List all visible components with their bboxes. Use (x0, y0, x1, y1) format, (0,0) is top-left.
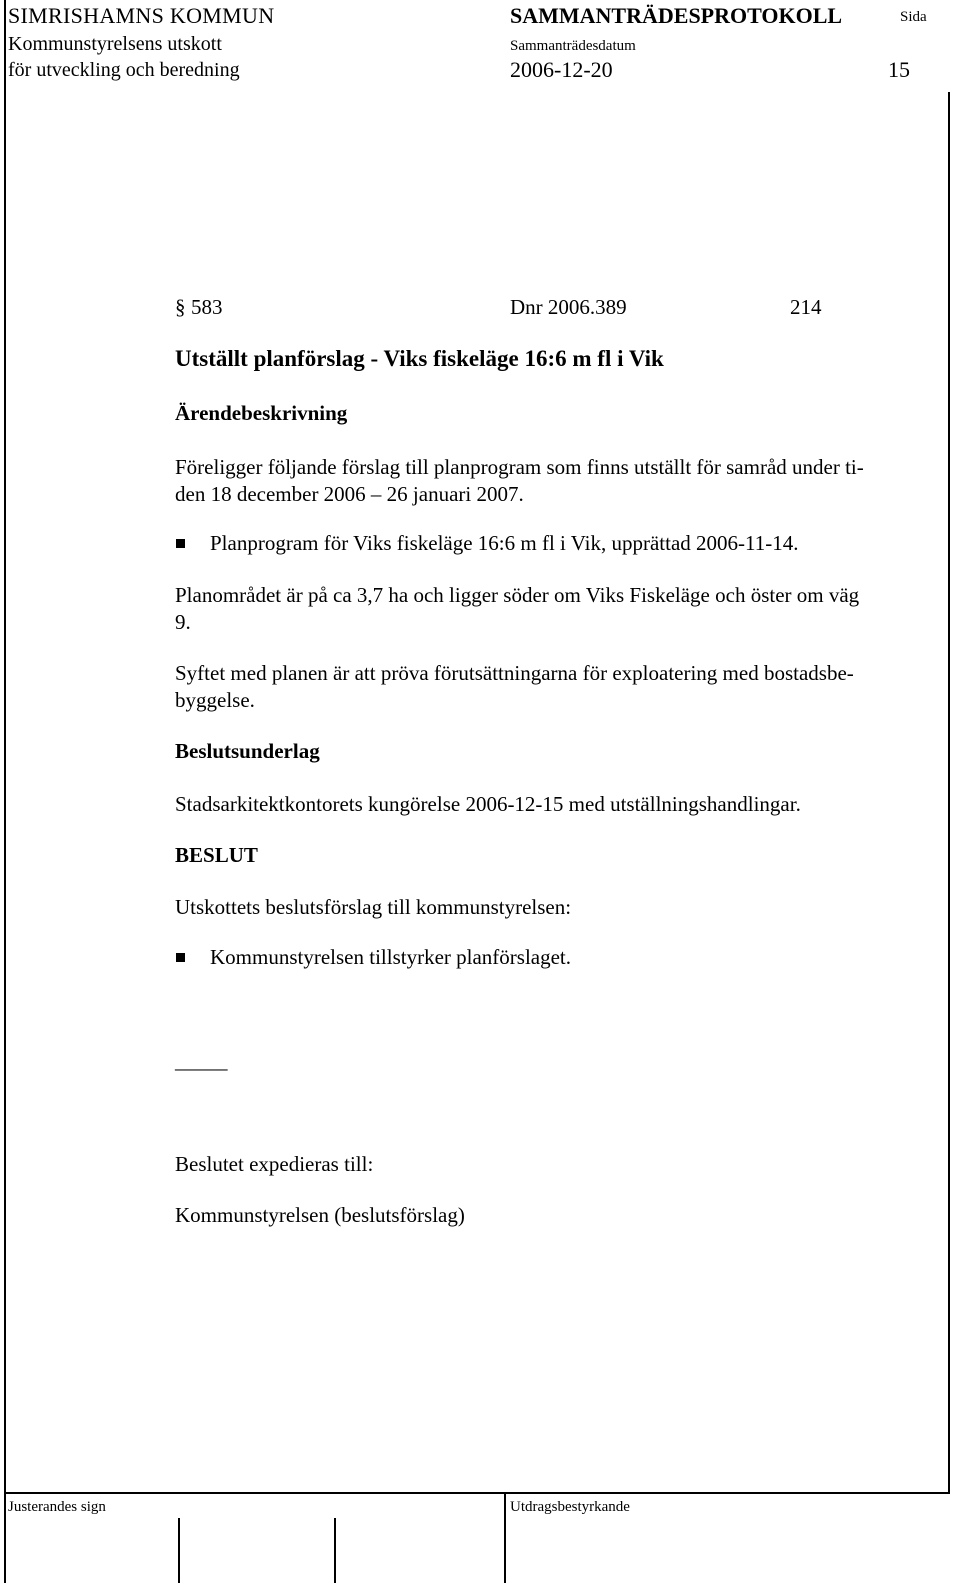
purpose-line-2: byggelse. (175, 688, 255, 712)
beslutsunderlag-text: Stadsarkitektkontorets kungörelse 2006-12-15 med utställningshandlingar. (175, 792, 801, 816)
bullet-square-icon (176, 953, 185, 962)
expedieras-recipient: Kommunstyrelsen (beslutsförslag) (175, 1203, 465, 1227)
utdragsbestyrkande-label: Utdragsbestyrkande (510, 1499, 630, 1515)
bullet-square-icon (176, 539, 185, 548)
plan-area-line-1: Planområdet är på ca 3,7 ha och ligger söder om Viks Fiskeläge och öster om väg (175, 583, 860, 607)
page-number: 15 (888, 57, 910, 82)
heading-arendebeskrivning: Ärendebeskrivning (175, 401, 348, 425)
right-margin-line (948, 92, 950, 1492)
committee-line-2: för utveckling och beredning (8, 59, 240, 81)
bullet-text-planprogram: Planprogram för Viks fiskeläge 16:6 m fl i Vik, upprättad 2006-11-14. (210, 531, 799, 555)
expedieras-label: Beslutet expedieras till: (175, 1152, 374, 1176)
date-label: Sammanträdesdatum (510, 38, 636, 54)
signature-box-divider-1 (178, 1518, 180, 1583)
footer-top-line (4, 1492, 950, 1494)
intro-line-2: den 18 december 2006 – 26 januari 2007. (175, 482, 524, 506)
item-title: Utställt planförslag - Viks fiskeläge 16:6 m fl i Vik (175, 346, 664, 371)
heading-beslut: BESLUT (175, 843, 258, 867)
reference-number: 214 (790, 295, 822, 319)
signature-box-divider-3 (504, 1492, 506, 1583)
justerandes-sign-label: Justerandes sign (8, 1499, 106, 1515)
paragraph-number: 583 (191, 295, 223, 319)
signature-box-divider-2 (334, 1518, 336, 1583)
committee-line-1: Kommunstyrelsens utskott (8, 33, 222, 55)
meeting-date: 2006-12-20 (510, 57, 613, 82)
document-type: SAMMANTRÄDESPROTOKOLL (510, 3, 843, 28)
page-label: Sida (900, 9, 927, 25)
heading-beslutsunderlag: Beslutsunderlag (175, 739, 320, 763)
diary-number: Dnr 2006.389 (510, 295, 627, 319)
purpose-line-1: Syftet med planen är att pröva förutsättningarna för exploatering med bostadsbe- (175, 661, 854, 685)
municipality-name: SIMRISHAMNS KOMMUN (8, 3, 275, 28)
intro-line-1: Föreligger följande förslag till planprogram som finns utställt för samråd under ti- (175, 455, 864, 479)
bullet-text-decision: Kommunstyrelsen tillstyrker planförslaget. (210, 945, 572, 969)
paragraph-sign: § (175, 295, 186, 319)
left-margin-line (4, 0, 6, 1583)
separator-line: _____ (175, 1049, 228, 1073)
beslut-intro: Utskottets beslutsförslag till kommunstyrelsen: (175, 895, 572, 919)
plan-area-line-2: 9. (175, 610, 191, 634)
